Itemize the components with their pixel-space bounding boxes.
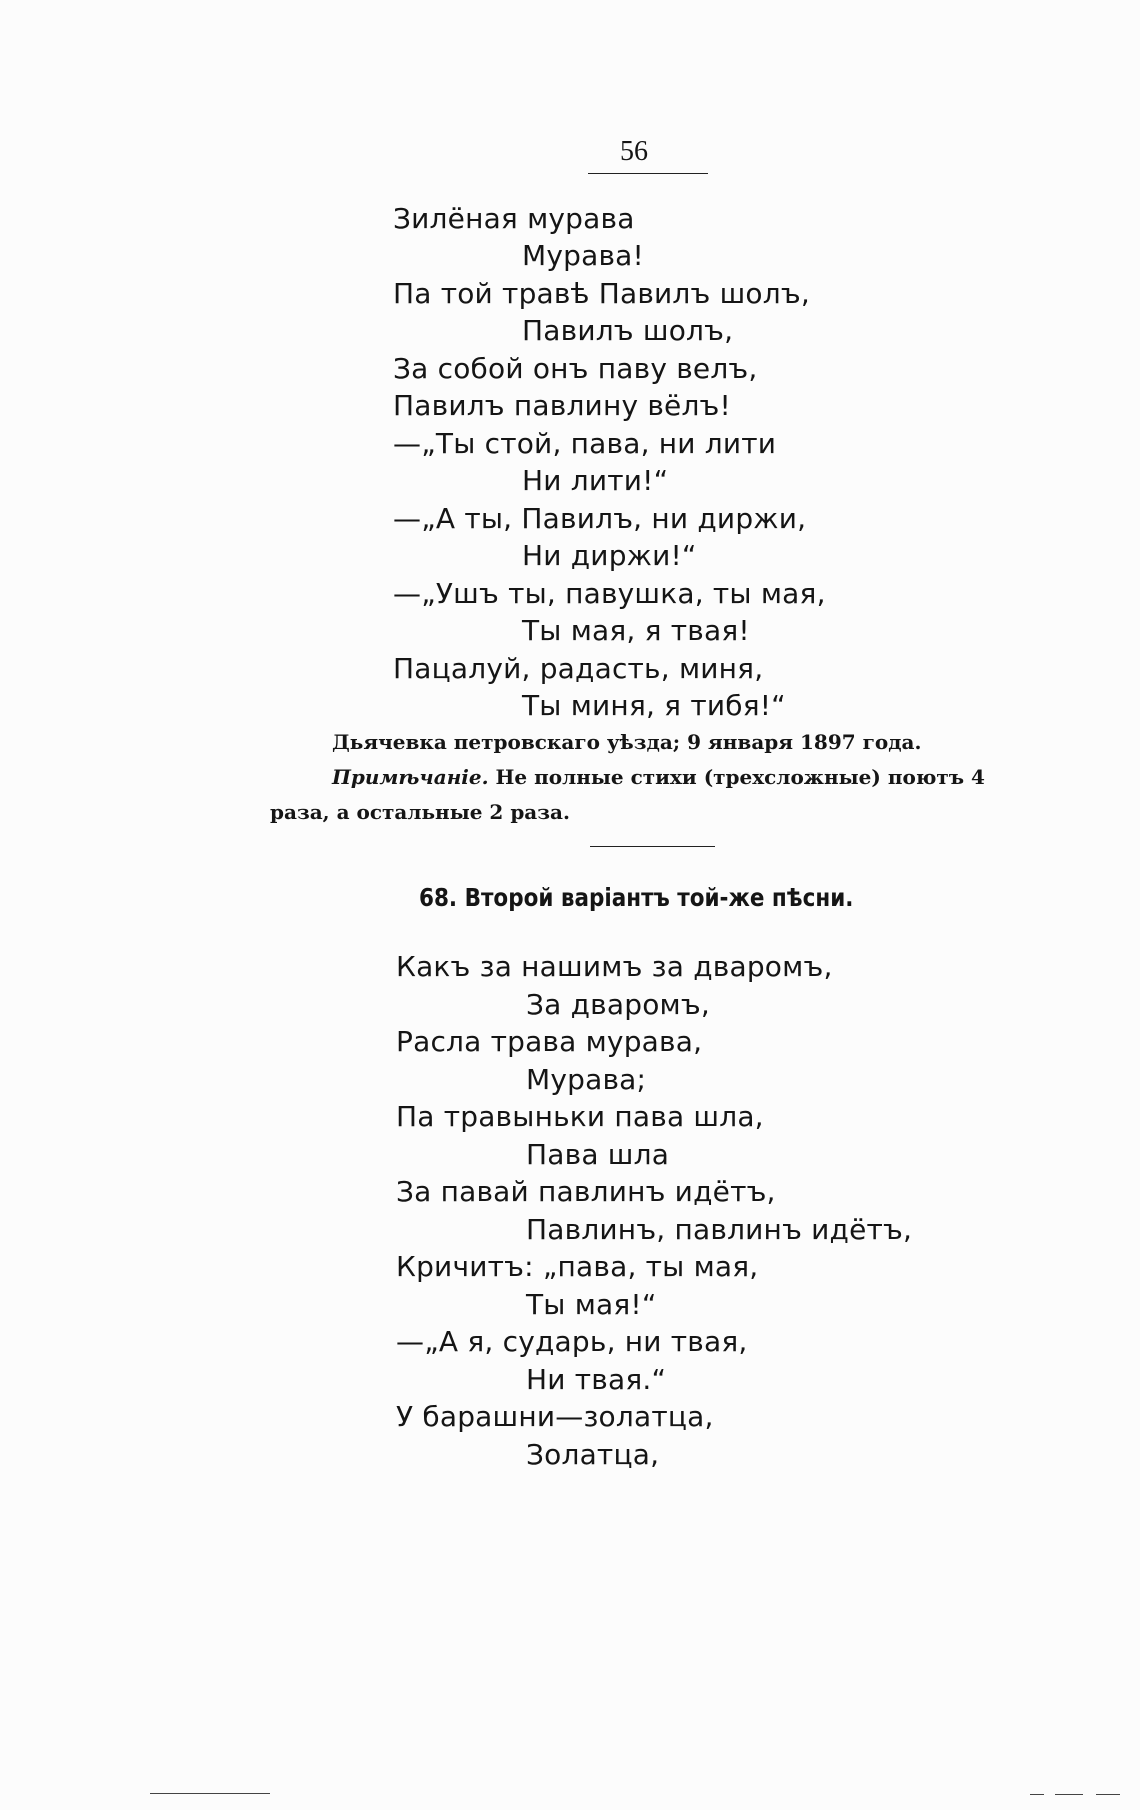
verse-line: —„А я, сударь, ни твая, [396, 1325, 748, 1358]
verse-line: Расла трава мурава, [396, 1025, 703, 1058]
page-bottom-rule [1055, 1794, 1083, 1795]
note-label: Примѣчаніе. [332, 765, 489, 789]
page-bottom-rule [1030, 1794, 1044, 1795]
verse-line: Па травыньки пава шла, [396, 1100, 764, 1133]
verse-line: Ни лити!“ [522, 464, 669, 497]
verse-line: За павай павлинъ идётъ, [396, 1175, 776, 1208]
page-bottom-rule [1096, 1794, 1120, 1795]
verse-line: Золатца, [526, 1438, 660, 1471]
verse-line: Мурава! [522, 239, 644, 272]
verse-line: —„А ты, Павилъ, ни диржи, [393, 502, 807, 535]
verse-line: Какъ за нашимъ за дваромъ, [396, 950, 833, 983]
page-number: 56 [620, 136, 648, 167]
verse-line: Павилъ шолъ, [522, 314, 734, 347]
section-heading: 68. Второй варіантъ той-же пѣсни. [419, 883, 854, 912]
verse-line: Ни твая.“ [526, 1363, 667, 1396]
verse-line: Павилъ павлину вёлъ! [393, 389, 731, 422]
page-bottom-rule [150, 1793, 270, 1794]
verse-line: Ты миня, я тибя!“ [522, 689, 786, 722]
verse-line: Павлинъ, павлинъ идётъ, [526, 1213, 913, 1246]
song-note [270, 760, 1050, 830]
verse-line: У барашни—золатца, [396, 1400, 714, 1433]
verse-line: Зилёная мурава [393, 202, 635, 235]
verse-line: —„Ушъ ты, павушка, ты мая, [393, 577, 826, 610]
verse-line: Ты мая!“ [526, 1288, 657, 1321]
section-divider [590, 846, 715, 847]
verse-line: Пава шла [526, 1138, 670, 1171]
verse-line: Мурава; [526, 1063, 647, 1096]
verse-line: Кричитъ: „пава, ты мая, [396, 1250, 759, 1283]
verse-line: За собой онъ паву велъ, [393, 352, 758, 385]
header-rule [588, 173, 708, 174]
verse-line: За дваромъ, [526, 988, 710, 1021]
verse-line: Па той травѣ Павилъ шолъ, [393, 277, 810, 310]
verse-line: —„Ты стой, пава, ни лити [393, 427, 777, 460]
note-text: Не полные стихи (трехсложные) поютъ 4 раза, а остальные 2 раза. [270, 765, 985, 824]
song-source: Дьячевка петровскаго уѣзда; 9 января 1897 года. [332, 730, 922, 754]
verse-line: Ни диржи!“ [522, 539, 697, 572]
verse-line: Ты мая, я твая! [522, 614, 750, 647]
verse-line: Пацалуй, радасть, миня, [393, 652, 764, 685]
